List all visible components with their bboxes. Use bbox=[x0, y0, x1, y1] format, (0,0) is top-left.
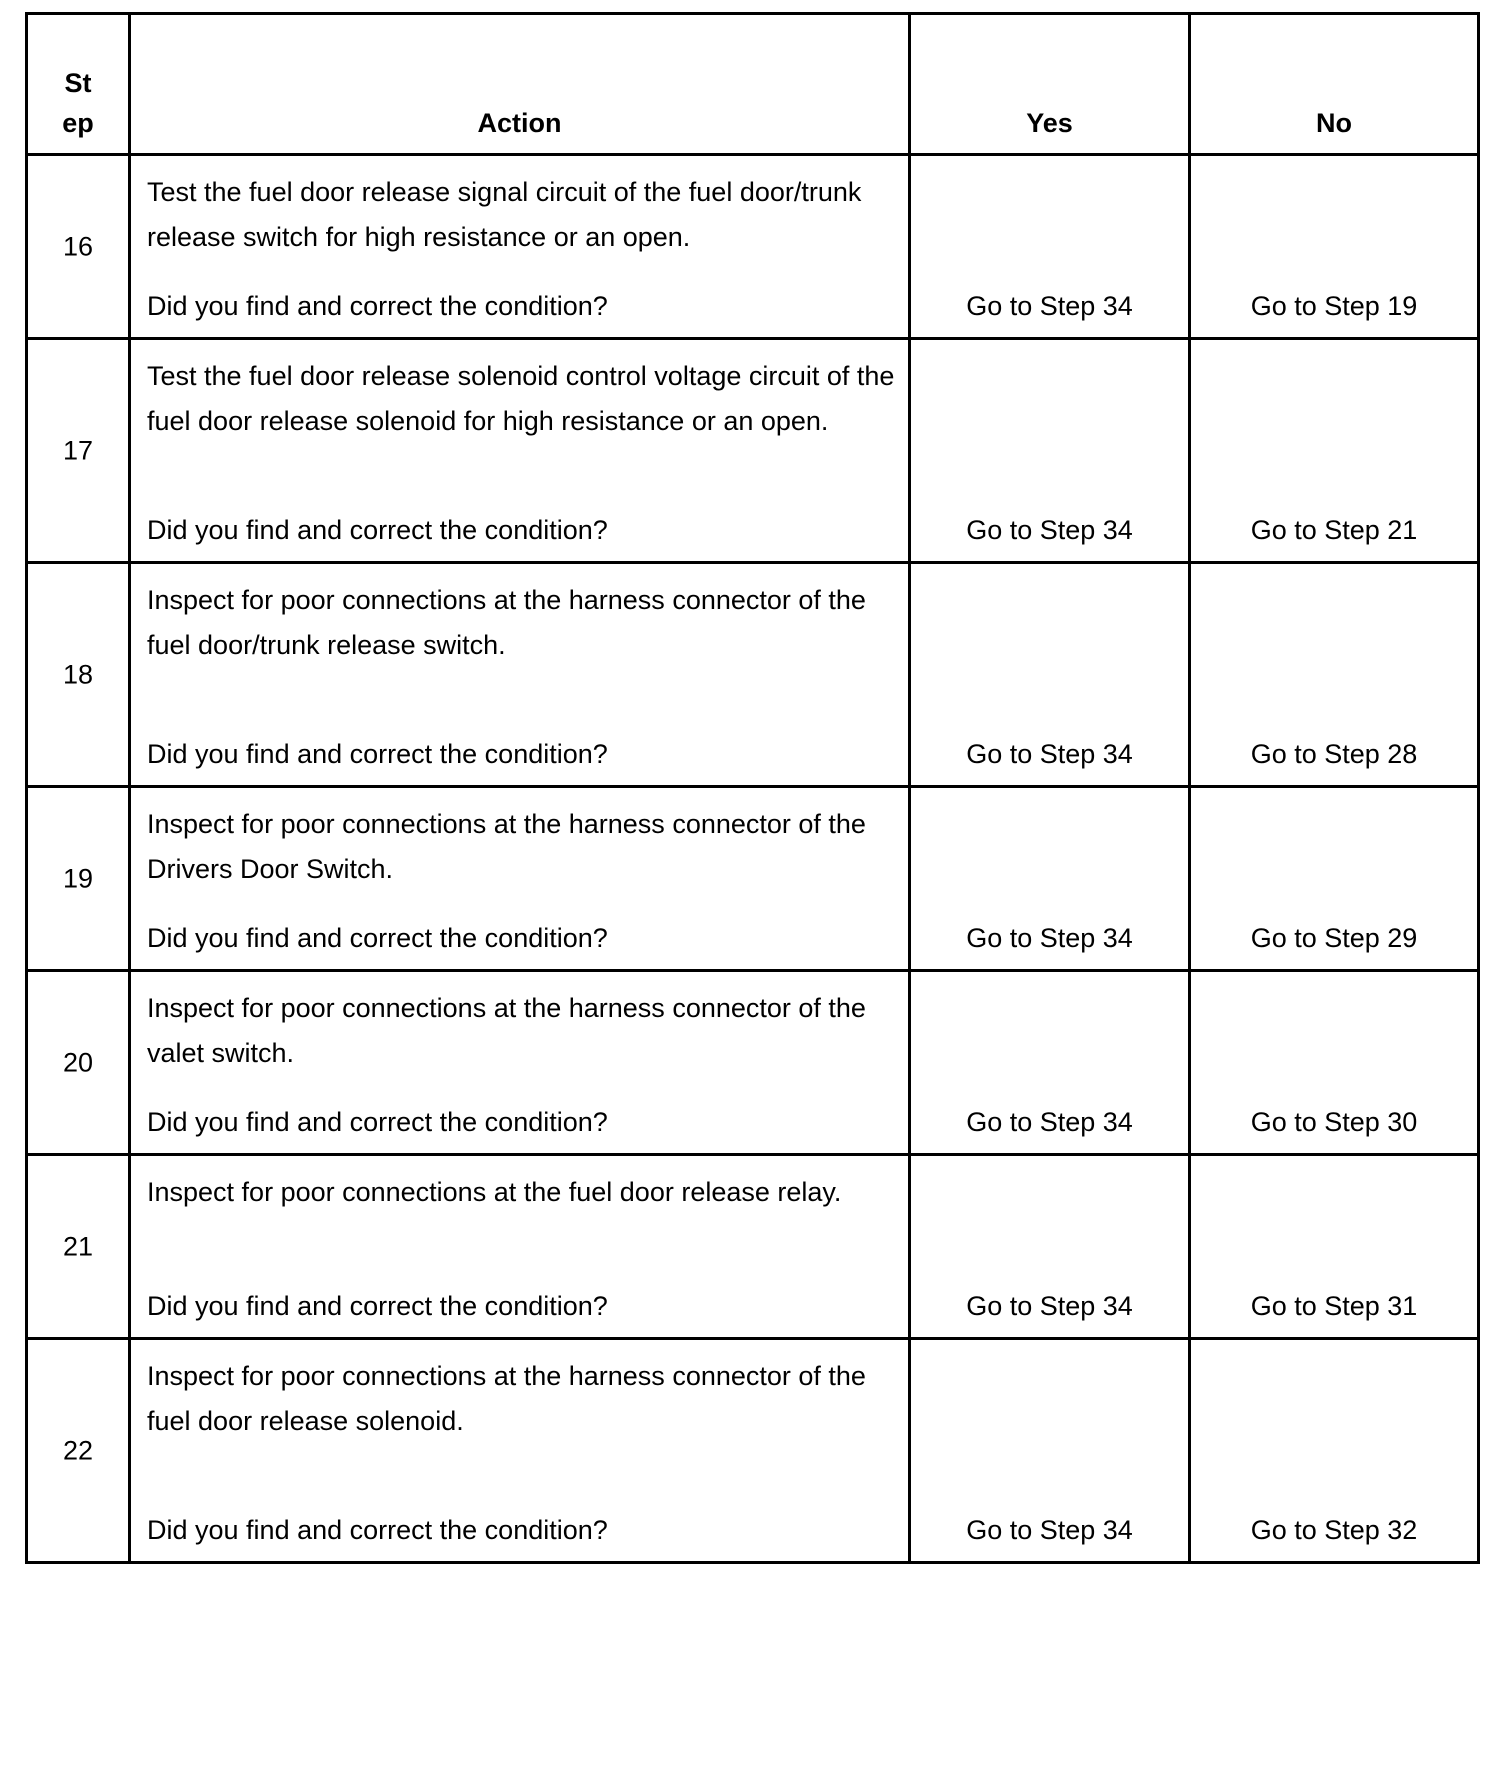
action-question: Did you find and correct the condition? bbox=[147, 515, 608, 545]
table-row bbox=[27, 1155, 1479, 1339]
action-instruction: Inspect for poor connections at the harness connector of the fuel door/trunk release switch. bbox=[147, 585, 866, 660]
action-question: Did you find and correct the condition? bbox=[147, 1107, 608, 1137]
no-outcome: Go to Step 32 bbox=[1250, 1515, 1418, 1545]
action-cell bbox=[130, 971, 910, 1155]
no-column-header: No bbox=[1190, 14, 1479, 155]
table-row bbox=[27, 339, 1479, 563]
table-row bbox=[27, 1339, 1479, 1563]
yes-outcome: Go to Step 34 bbox=[966, 739, 1133, 769]
no-cell bbox=[1190, 1155, 1479, 1339]
no-outcome: Go to Step 21 bbox=[1250, 515, 1418, 545]
diagnostic-step-table bbox=[25, 12, 1480, 1564]
yes-cell bbox=[910, 155, 1190, 339]
action-cell bbox=[130, 1339, 910, 1563]
table-row bbox=[27, 787, 1479, 971]
step-number: 21 bbox=[62, 1231, 94, 1261]
step-cell bbox=[27, 155, 130, 339]
action-instruction: Test the fuel door release solenoid control voltage circuit of the fuel door release solenoid for high resistance or an open. bbox=[147, 361, 895, 436]
table-row bbox=[27, 971, 1479, 1155]
step-number: 16 bbox=[62, 231, 94, 261]
action-instruction: Inspect for poor connections at the harness connector of the fuel door release solenoid. bbox=[147, 1361, 866, 1436]
step-cell bbox=[27, 971, 130, 1155]
no-cell bbox=[1190, 1339, 1479, 1563]
no-outcome: Go to Step 31 bbox=[1250, 1291, 1418, 1321]
table-row bbox=[27, 563, 1479, 787]
step-number: 18 bbox=[62, 659, 94, 689]
step-header-line-2: ep bbox=[62, 108, 94, 138]
no-outcome: Go to Step 19 bbox=[1250, 291, 1418, 321]
no-cell bbox=[1190, 339, 1479, 563]
yes-outcome: Go to Step 34 bbox=[966, 1107, 1133, 1137]
action-cell bbox=[130, 155, 910, 339]
action-instruction: Inspect for poor connections at the harness connector of the Drivers Door Switch. bbox=[147, 809, 866, 884]
step-cell bbox=[27, 339, 130, 563]
yes-cell bbox=[910, 971, 1190, 1155]
yes-column-header: Yes bbox=[910, 14, 1190, 155]
step-number: 22 bbox=[62, 1435, 94, 1465]
diagnostic-table-sheet bbox=[25, 12, 1477, 1564]
step-cell bbox=[27, 1155, 130, 1339]
yes-outcome: Go to Step 34 bbox=[966, 1515, 1133, 1545]
action-cell bbox=[130, 1155, 910, 1339]
step-cell bbox=[27, 787, 130, 971]
step-cell bbox=[27, 1339, 130, 1563]
yes-cell bbox=[910, 787, 1190, 971]
action-question: Did you find and correct the condition? bbox=[147, 739, 608, 769]
step-cell bbox=[27, 563, 130, 787]
table-header-row bbox=[27, 14, 1479, 155]
action-question: Did you find and correct the condition? bbox=[147, 1515, 608, 1545]
step-number: 20 bbox=[62, 1047, 94, 1077]
step-number: 19 bbox=[62, 863, 94, 893]
table-row bbox=[27, 155, 1479, 339]
action-question: Did you find and correct the condition? bbox=[147, 923, 608, 953]
no-cell bbox=[1190, 971, 1479, 1155]
no-cell bbox=[1190, 155, 1479, 339]
action-column-header: Action bbox=[130, 14, 910, 155]
yes-cell bbox=[910, 1155, 1190, 1339]
yes-cell bbox=[910, 339, 1190, 563]
action-question: Did you find and correct the condition? bbox=[147, 1291, 608, 1321]
yes-outcome: Go to Step 34 bbox=[966, 291, 1133, 321]
no-outcome: Go to Step 28 bbox=[1250, 739, 1418, 769]
yes-outcome: Go to Step 34 bbox=[966, 923, 1133, 953]
action-instruction: Test the fuel door release signal circuit of the fuel door/trunk release switch for high resistance or an open. bbox=[147, 177, 862, 252]
step-header-line-1: St bbox=[64, 68, 92, 98]
yes-outcome: Go to Step 34 bbox=[966, 515, 1133, 545]
no-outcome: Go to Step 29 bbox=[1250, 923, 1418, 953]
step-number: 17 bbox=[62, 435, 94, 465]
action-cell bbox=[130, 787, 910, 971]
step-column-header bbox=[27, 14, 130, 155]
no-cell bbox=[1190, 563, 1479, 787]
yes-cell bbox=[910, 563, 1190, 787]
no-outcome: Go to Step 30 bbox=[1250, 1107, 1418, 1137]
action-question: Did you find and correct the condition? bbox=[147, 291, 608, 321]
yes-outcome: Go to Step 34 bbox=[966, 1291, 1133, 1321]
yes-cell bbox=[910, 1339, 1190, 1563]
action-cell bbox=[130, 339, 910, 563]
no-cell bbox=[1190, 787, 1479, 971]
action-instruction: Inspect for poor connections at the harness connector of the valet switch. bbox=[147, 993, 866, 1068]
action-instruction: Inspect for poor connections at the fuel door release relay. bbox=[147, 1177, 842, 1207]
action-cell bbox=[130, 563, 910, 787]
